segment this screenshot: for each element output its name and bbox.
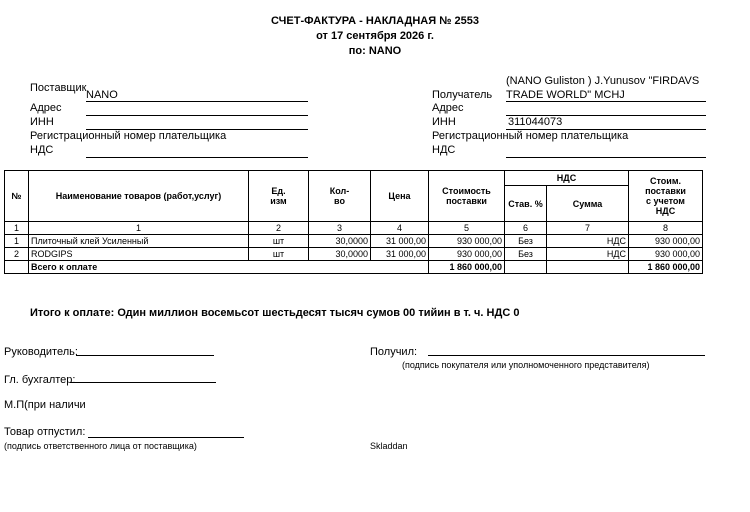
amount-in-words: Итого к оплате: Один миллион восемьсот шестьдесят тысяч сумов 00 тийин в т. ч. НДС 0 [30, 307, 520, 319]
col-number: 7 [547, 222, 629, 235]
header-qty-line2: во [334, 196, 345, 206]
col-number: 4 [371, 222, 429, 235]
header-unit-line1: Ед. [271, 186, 286, 196]
document-date: от 17 сентября 2026 г. [316, 30, 434, 42]
header-cost-line2: поставки [446, 196, 487, 206]
col-number: 6 [505, 222, 547, 235]
supplier-vat-label: НДС [30, 144, 54, 156]
total-empty [5, 261, 29, 274]
row-num: 1 [5, 235, 29, 248]
header-qty-line1: Кол- [329, 186, 350, 196]
row-num: 2 [5, 248, 29, 261]
header-vat: НДС [505, 171, 629, 186]
total-sum: 1 860 000,00 [629, 261, 703, 274]
receiver-vat-underline [506, 157, 706, 158]
row-name: Плиточный клей Усиленный [29, 235, 249, 248]
header-num: № [5, 171, 29, 222]
row-cost: 930 000,00 [429, 235, 505, 248]
row-total: 930 000,00 [629, 235, 703, 248]
header-total-line1: Стоим. [650, 176, 681, 186]
total-empty [505, 261, 547, 274]
total-empty [547, 261, 629, 274]
accountant-label: Гл. бухгалтер: [4, 374, 76, 386]
receiver-value-line2: TRADE WORLD" MCHJ [506, 89, 625, 101]
supplier-address-underline [86, 115, 308, 116]
row-unit: шт [249, 248, 309, 261]
received-signature-line [428, 355, 705, 356]
row-vat-sum: НДС [547, 248, 629, 261]
receiver-vat-label: НДС [432, 144, 456, 156]
col-number: 1 [5, 222, 29, 235]
supplier-address-label: Адрес [30, 102, 62, 114]
header-unit-line2: изм [270, 196, 287, 206]
stamp-label: М.П(при наличи [4, 399, 86, 411]
total-row [5, 261, 703, 274]
header-cost-line1: Стоимость [442, 186, 491, 196]
supplier-reg-label: Регистрационный номер плательщика [30, 130, 227, 142]
supplier-inn-label: ИНН [30, 116, 54, 128]
receiver-address-label: Адрес [432, 102, 464, 114]
warehouse-label: Skladdan [370, 441, 408, 451]
header-qty [309, 171, 371, 222]
col-number: 8 [629, 222, 703, 235]
table-row [5, 248, 703, 261]
receiver-value-line1: (NANO Guliston ) J.Yunusov "FIRDAVS [506, 75, 700, 87]
supplier-underline [86, 101, 308, 102]
column-number-row [5, 222, 703, 235]
row-vat-rate: Без [505, 248, 547, 261]
released-note: (подпись ответственного лица от поставщика) [4, 441, 197, 451]
document-contract: по: NANO [348, 45, 402, 57]
row-price: 31 000,00 [371, 235, 429, 248]
document-title: СЧЕТ-ФАКТУРА - НАКЛАДНАЯ № 2553 [271, 15, 479, 27]
receiver-underline [506, 101, 706, 102]
row-price: 31 000,00 [371, 248, 429, 261]
received-note: (подпись покупателя или уполномоченного представителя) [402, 360, 650, 370]
total-label: Всего к оплате [29, 261, 429, 274]
header-vat-rate: Став. % [505, 186, 547, 222]
received-label: Получил: [370, 346, 418, 358]
accountant-signature-line [70, 382, 216, 383]
table-row [5, 235, 703, 248]
supplier-vat-underline [86, 157, 308, 158]
invoice-table [4, 170, 703, 274]
released-signature-line [88, 437, 244, 438]
header-total-line4: НДС [655, 206, 676, 216]
header-vat-sum: Сумма [547, 186, 629, 222]
header-unit [249, 171, 309, 222]
total-cost: 1 860 000,00 [429, 261, 505, 274]
row-total: 930 000,00 [629, 248, 703, 261]
row-vat-sum: НДС [547, 235, 629, 248]
header-name: Наименование товаров (работ,услуг) [29, 171, 249, 222]
receiver-inn-label: ИНН [432, 116, 456, 128]
col-number: 3 [309, 222, 371, 235]
row-vat-rate: Без [505, 235, 547, 248]
col-number: 1 [29, 222, 249, 235]
receiver-inn-value: 311044073 [508, 116, 563, 128]
row-qty: 30,0000 [309, 248, 371, 261]
receiver-label: Получатель [432, 89, 493, 101]
row-name: RODGIPS [29, 248, 249, 261]
header-total-line2: поставки [645, 186, 686, 196]
col-number: 2 [249, 222, 309, 235]
supplier-label: Поставщик [30, 82, 87, 94]
supplier-value: NANO [86, 89, 118, 101]
header-price: Цена [371, 171, 429, 222]
header-total-line3: с учетом [646, 196, 685, 206]
row-cost: 930 000,00 [429, 248, 505, 261]
receiver-reg-label: Регистрационный номер плательщика [432, 130, 629, 142]
header-total [629, 171, 703, 222]
director-label: Руководитель: [4, 346, 78, 358]
director-signature-line [76, 355, 214, 356]
table-header-row [5, 171, 703, 186]
row-qty: 30,0000 [309, 235, 371, 248]
row-unit: шт [249, 235, 309, 248]
released-label: Товар отпустил: [4, 426, 86, 438]
header-cost [429, 171, 505, 222]
col-number: 5 [429, 222, 505, 235]
